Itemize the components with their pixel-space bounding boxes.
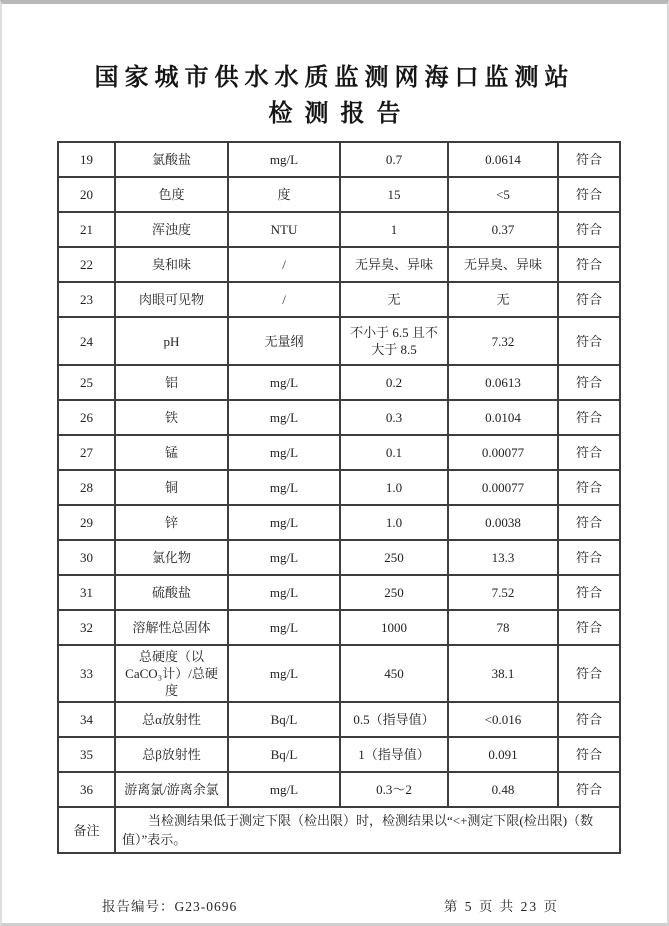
cell-index: 31 xyxy=(58,575,115,610)
cell-limit: 0.2 xyxy=(340,365,448,400)
cell-result: 0.00077 xyxy=(448,435,558,470)
cell-unit: mg/L xyxy=(228,142,340,177)
results-table-note-body xyxy=(58,807,620,853)
table-row xyxy=(58,435,620,470)
cell-limit: 1.0 xyxy=(340,470,448,505)
table-row xyxy=(58,575,620,610)
cell-result: 38.1 xyxy=(448,645,558,702)
cell-unit: mg/L xyxy=(228,610,340,645)
report-title-line1: 国家城市供水水质监测网海口监测站 xyxy=(94,65,575,91)
cell-result: 78 xyxy=(448,610,558,645)
cell-parameter: 锰 xyxy=(115,435,228,470)
cell-index: 25 xyxy=(58,365,115,400)
report-title-line2: 检测报告 xyxy=(268,101,413,127)
cell-result: <0.016 xyxy=(448,702,558,737)
cell-limit: 无异臭、异味 xyxy=(340,247,448,282)
cell-limit: 0.1 xyxy=(340,435,448,470)
cell-result: 7.52 xyxy=(448,575,558,610)
cell-limit: 0.7 xyxy=(340,142,448,177)
cell-limit: 0.3～2 xyxy=(340,772,448,807)
cell-unit: mg/L xyxy=(228,435,340,470)
cell-parameter: 氯化物 xyxy=(115,540,228,575)
cell-conclusion: 符合 xyxy=(558,365,620,400)
table-row xyxy=(58,400,620,435)
cell-limit: 0.3 xyxy=(340,400,448,435)
cell-index: 19 xyxy=(58,142,115,177)
cell-result: <5 xyxy=(448,177,558,212)
cell-limit: 1 xyxy=(340,212,448,247)
cell-limit: 不小于 6.5 且不大于 8.5 xyxy=(340,317,448,365)
cell-index: 28 xyxy=(58,470,115,505)
table-row xyxy=(58,645,620,702)
table-row xyxy=(58,212,620,247)
cell-limit: 250 xyxy=(340,540,448,575)
cell-index: 35 xyxy=(58,737,115,772)
cell-index: 23 xyxy=(58,282,115,317)
note-label: 备注 xyxy=(58,807,115,853)
cell-index: 27 xyxy=(58,435,115,470)
cell-result: 无 xyxy=(448,282,558,317)
cell-unit: / xyxy=(228,282,340,317)
table-row xyxy=(58,772,620,807)
cell-unit: mg/L xyxy=(228,772,340,807)
cell-index: 29 xyxy=(58,505,115,540)
cell-parameter: 铝 xyxy=(115,365,228,400)
cell-unit: mg/L xyxy=(228,400,340,435)
cell-limit: 1000 xyxy=(340,610,448,645)
note-row xyxy=(58,807,620,853)
cell-unit: 无量纲 xyxy=(228,317,340,365)
cell-parameter: 总β放射性 xyxy=(115,737,228,772)
cell-result: 无异臭、异味 xyxy=(448,247,558,282)
cell-result: 0.48 xyxy=(448,772,558,807)
cell-parameter: 总硬度（以 CaCO₃计）/总硬度 xyxy=(115,645,228,702)
cell-conclusion: 符合 xyxy=(558,400,620,435)
cell-index: 34 xyxy=(58,702,115,737)
cell-result: 7.32 xyxy=(448,317,558,365)
cell-unit: / xyxy=(228,247,340,282)
cell-index: 24 xyxy=(58,317,115,365)
cell-conclusion: 符合 xyxy=(558,282,620,317)
table-row xyxy=(58,505,620,540)
cell-index: 33 xyxy=(58,645,115,702)
cell-conclusion: 符合 xyxy=(558,212,620,247)
cell-index: 22 xyxy=(58,247,115,282)
results-table-body xyxy=(58,142,620,807)
cell-unit: Bq/L xyxy=(228,702,340,737)
cell-parameter: pH xyxy=(115,317,228,365)
cell-parameter: 臭和味 xyxy=(115,247,228,282)
cell-result: 13.3 xyxy=(448,540,558,575)
cell-unit: mg/L xyxy=(228,505,340,540)
cell-parameter: 氯酸盐 xyxy=(115,142,228,177)
table-row xyxy=(58,610,620,645)
page-indicator: 第 5 页 共 23 页 xyxy=(443,899,559,914)
cell-result: 0.0038 xyxy=(448,505,558,540)
table-row xyxy=(58,540,620,575)
cell-result: 0.0104 xyxy=(448,400,558,435)
cell-conclusion: 符合 xyxy=(558,540,620,575)
table-row xyxy=(58,177,620,212)
cell-conclusion: 符合 xyxy=(558,575,620,610)
cell-unit: Bq/L xyxy=(228,737,340,772)
report-number: 报告编号：G23-0696 xyxy=(102,899,238,914)
cell-unit: 度 xyxy=(228,177,340,212)
table-row xyxy=(58,247,620,282)
cell-unit: mg/L xyxy=(228,470,340,505)
cell-conclusion: 符合 xyxy=(558,737,620,772)
cell-limit: 250 xyxy=(340,575,448,610)
report-header xyxy=(2,60,667,132)
cell-parameter: 铁 xyxy=(115,400,228,435)
table-row xyxy=(58,737,620,772)
table-row xyxy=(58,282,620,317)
results-table xyxy=(57,141,621,854)
cell-result: 0.0614 xyxy=(448,142,558,177)
cell-result: 0.37 xyxy=(448,212,558,247)
cell-unit: mg/L xyxy=(228,540,340,575)
note-text: 当检测结果低于测定下限（检出限）时，检测结果以“<+测定下限(检出限)（数值）”表示。 xyxy=(122,813,594,847)
table-row xyxy=(58,470,620,505)
table-row xyxy=(58,142,620,177)
table-row xyxy=(58,365,620,400)
cell-conclusion: 符合 xyxy=(558,470,620,505)
cell-index: 32 xyxy=(58,610,115,645)
cell-conclusion: 符合 xyxy=(558,702,620,737)
cell-index: 36 xyxy=(58,772,115,807)
cell-limit: 450 xyxy=(340,645,448,702)
cell-conclusion: 符合 xyxy=(558,435,620,470)
cell-result: 0.00077 xyxy=(448,470,558,505)
cell-unit: NTU xyxy=(228,212,340,247)
cell-unit: mg/L xyxy=(228,645,340,702)
cell-index: 26 xyxy=(58,400,115,435)
cell-parameter: 色度 xyxy=(115,177,228,212)
cell-conclusion: 符合 xyxy=(558,645,620,702)
cell-parameter: 总α放射性 xyxy=(115,702,228,737)
cell-conclusion: 符合 xyxy=(558,772,620,807)
cell-index: 21 xyxy=(58,212,115,247)
cell-conclusion: 符合 xyxy=(558,142,620,177)
cell-result: 0.0613 xyxy=(448,365,558,400)
cell-conclusion: 符合 xyxy=(558,317,620,365)
cell-parameter: 肉眼可见物 xyxy=(115,282,228,317)
cell-conclusion: 符合 xyxy=(558,610,620,645)
cell-limit: 无 xyxy=(340,282,448,317)
cell-conclusion: 符合 xyxy=(558,247,620,282)
cell-parameter: 游离氯/游离余氯 xyxy=(115,772,228,807)
cell-limit: 0.5（指导值） xyxy=(340,702,448,737)
table-row xyxy=(58,702,620,737)
cell-unit: mg/L xyxy=(228,365,340,400)
cell-result: 0.091 xyxy=(448,737,558,772)
cell-limit: 1（指导值） xyxy=(340,737,448,772)
table-row xyxy=(58,317,620,365)
cell-parameter: 硫酸盐 xyxy=(115,575,228,610)
cell-limit: 15 xyxy=(340,177,448,212)
cell-parameter: 铜 xyxy=(115,470,228,505)
cell-parameter: 浑浊度 xyxy=(115,212,228,247)
cell-parameter: 溶解性总固体 xyxy=(115,610,228,645)
cell-index: 20 xyxy=(58,177,115,212)
cell-conclusion: 符合 xyxy=(558,177,620,212)
cell-limit: 1.0 xyxy=(340,505,448,540)
cell-index: 30 xyxy=(58,540,115,575)
note-text-cell xyxy=(115,807,620,853)
cell-parameter: 锌 xyxy=(115,505,228,540)
cell-conclusion: 符合 xyxy=(558,505,620,540)
cell-unit: mg/L xyxy=(228,575,340,610)
